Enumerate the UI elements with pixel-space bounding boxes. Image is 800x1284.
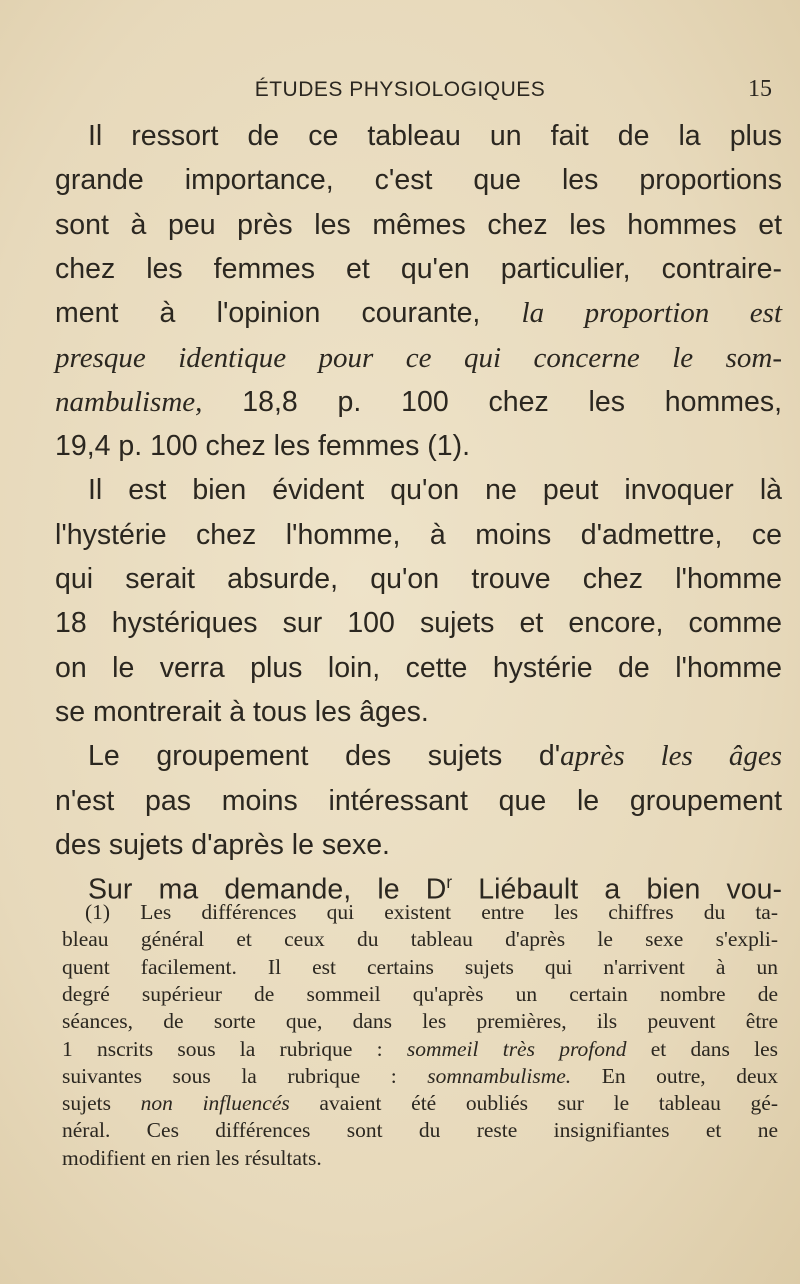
italic-text: la proportion est (521, 297, 782, 330)
footnote-line (85, 900, 778, 925)
footnote-line (62, 1146, 778, 1171)
body-line (88, 740, 782, 773)
footnote-line (62, 955, 778, 980)
text-segment: avaient été oubliés sur le tableau gé- (289, 1091, 779, 1116)
body-line (55, 342, 782, 375)
footnote-line (62, 1091, 778, 1116)
body-line (55, 607, 782, 640)
text-segment: Il est bien évident qu'on ne peut invoquer là (88, 474, 782, 507)
text-segment: l'hystérie chez l'homme, à moins d'admettre, ce (55, 518, 782, 551)
text-segment: et dans les (626, 1036, 778, 1061)
text-segment: 18,8 p. 100 chez les hommes, (202, 385, 782, 418)
footnote-line (62, 1009, 778, 1034)
body-line (55, 253, 782, 286)
text-segment: degré supérieur de sommeil qu'après un certain nombre de (62, 981, 778, 1006)
body-line (55, 696, 782, 729)
text-segment: on le verra plus loin, cette hystérie de l'homme (55, 651, 782, 684)
text-segment: n'est pas moins intéressant que le groupement (55, 784, 782, 817)
text-segment: ment à l'opinion courante, (55, 297, 522, 330)
text-segment: qui serait absurde, qu'on trouve chez l'homme (55, 563, 782, 595)
text-segment: quent facilement. Il est certains sujets qui n'arrivent à un (62, 954, 778, 979)
text-segment: bleau général et ceux du tableau d'après le sexe s'expli- (62, 927, 778, 952)
text-segment: 18 hystériques sur 100 sujets et encore, comme (55, 607, 782, 640)
footnote-line (62, 1037, 778, 1062)
body-line (55, 785, 782, 818)
body-line (55, 563, 782, 596)
footnote-line (62, 982, 778, 1007)
text-segment: r (446, 873, 453, 893)
text-segment: Le groupement des sujets d' (88, 740, 561, 773)
body-line (88, 474, 782, 507)
body-line (55, 386, 782, 419)
text-segment: séances, de sorte que, dans les premières, ils peuvent être (62, 1009, 778, 1034)
text-segment: chez les femmes et qu'en particulier, contraire- (55, 252, 782, 285)
body-line (55, 430, 782, 463)
body-line (55, 164, 782, 197)
text-segment: (1) Les différences qui existent entre les chiffres du ta- (85, 900, 778, 924)
text-segment: suivantes sous la rubrique : (62, 1063, 428, 1088)
italic-text: non influencés (140, 1091, 290, 1116)
italic-text: presque identique pour ce qui concerne le som- (55, 341, 782, 374)
page-number: 15 (748, 76, 772, 102)
body-line (55, 652, 782, 685)
text-segment: 1 nscrits sous la rubrique : (62, 1036, 407, 1061)
body-line (88, 120, 782, 153)
text-segment: Il ressort de ce tableau un fait de la plus (88, 120, 782, 152)
italic-text: nambulisme, (55, 385, 203, 418)
text-segment: En outre, deux (571, 1063, 778, 1088)
running-header: ÉTUDES PHYSIOLOGIQUES (254, 78, 546, 101)
text-segment: Liébault a bien vou- (452, 873, 782, 906)
text-segment: 19,4 p. 100 chez les femmes (1). (55, 430, 471, 463)
body-line (55, 297, 782, 330)
italic-text: somnambulisme. (427, 1063, 572, 1088)
text-segment: sujets (62, 1091, 141, 1116)
body-line (55, 209, 782, 242)
body-line (55, 829, 782, 862)
italic-text: sommeil très profond (406, 1036, 627, 1061)
text-segment: néral. Ces différences sont du reste insignifiantes et ne (62, 1118, 778, 1143)
footnote-line (62, 1118, 778, 1143)
text-segment: modifient en rien les résultats. (62, 1145, 322, 1170)
footnote-line (62, 927, 778, 952)
body-line (55, 519, 782, 552)
footnote-line (62, 1064, 778, 1089)
text-segment: Sur ma demande, le D (88, 873, 447, 906)
italic-text: après les âges (560, 740, 782, 773)
text-segment: sont à peu près les mêmes chez les hommes et (55, 208, 782, 241)
text-segment: des sujets d'après le sexe. (55, 828, 390, 861)
text-segment: se montrerait à tous les âges. (55, 695, 429, 728)
text-segment: grande importance, c'est que les proportions (55, 164, 782, 197)
